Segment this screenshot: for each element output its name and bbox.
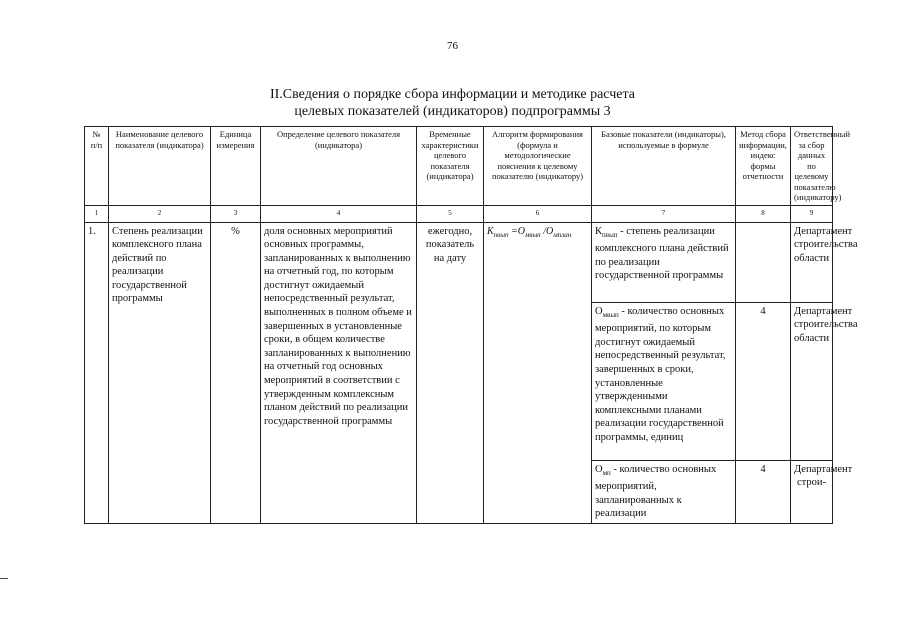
column-number: 7 bbox=[592, 205, 736, 222]
header-cell-num: № п/п bbox=[85, 127, 109, 206]
collection-method: 4 bbox=[736, 460, 791, 523]
header-cell-algorithm: Алгоритм формирования (формула и методологические пояснения к целевому показателю (индикатору) bbox=[484, 127, 592, 206]
section-title-line-2: целевых показателей (индикаторов) подпрограммы 3 bbox=[294, 104, 611, 119]
table-header-row bbox=[85, 127, 833, 206]
column-number: 9 bbox=[791, 205, 833, 222]
indicator-unit: % bbox=[211, 222, 261, 523]
header-cell-base-indicators: Базовые показатели (индикаторы), используемые в формуле bbox=[592, 127, 736, 206]
responsible-department: Департамент строи- bbox=[791, 460, 833, 523]
column-number: 1 bbox=[85, 205, 109, 222]
page-number: 76 bbox=[447, 40, 458, 52]
header-cell-responsible: Ответственный за сбор данных по целевому показателю (индикатору) bbox=[791, 127, 833, 206]
header-cell-unit: Единица измерения bbox=[211, 127, 261, 206]
table-row bbox=[85, 222, 833, 302]
responsible-department: Департамент строительства области bbox=[791, 302, 833, 460]
indicator-name: Степень реализации комплексного плана действий по реализации государственной программы bbox=[109, 222, 211, 523]
column-number: 8 bbox=[736, 205, 791, 222]
collection-method: 4 bbox=[736, 302, 791, 460]
header-cell-name: Наименование целевого показателя (индикатора) bbox=[109, 127, 211, 206]
formula: $K_{пвып} =O_{мвып}$ $/O_{мплан}$ bbox=[487, 225, 572, 239]
column-number: 4 bbox=[261, 205, 417, 222]
responsible-department: Департамент строительства области bbox=[791, 222, 833, 302]
indicator-definition: доля основных мероприятий основных программы, запланированных к выполнению на отчетный год, по которым достигнут ожидаемый непосредственный результат, выполненных в полном объеме и завершенных в установленные сроки, в общем количестве запланированных к выполнению на отчетный год основных мероприятий в соответствии с утвержденным комплексным планом действий по реализации государственной программы bbox=[261, 222, 417, 523]
indicator-table bbox=[84, 126, 858, 524]
column-number: 3 bbox=[211, 205, 261, 222]
column-number: 6 bbox=[484, 205, 592, 222]
row-number: 1. bbox=[85, 222, 109, 523]
collection-method bbox=[736, 222, 791, 302]
base-indicator-omp: $О_{мп}$ - количество основных мероприятий, запланированных к реализации bbox=[592, 460, 736, 523]
formula-cell bbox=[484, 222, 592, 523]
header-cell-definition: Определение целевого показателя (индикатора) bbox=[261, 127, 417, 206]
column-number-row bbox=[85, 205, 833, 222]
base-indicator-kpvyp: $К_{пвып}$ - степень реализации комплексного плана действий по реализации государственной программы bbox=[592, 222, 736, 302]
margin-mark bbox=[0, 578, 8, 579]
header-cell-method: Метод сбора информации, индекс формы отчетности bbox=[736, 127, 791, 206]
section-title bbox=[0, 86, 905, 120]
section-title-line-1: II.Сведения о порядке сбора информации и методике расчета bbox=[269, 87, 635, 102]
base-indicator-omvyp: $О_{мвып}$ - количество основных мероприятий, по которым достигнут ожидаемый непосредственный результат, завершенных в сроки, установленные утвержденными комплексными планами реализации государственной программы, единиц bbox=[592, 302, 736, 460]
time-characteristics: ежегодно, показатель на дату bbox=[417, 222, 484, 523]
header-cell-time: Временные характеристики целевого показателя (индикатора) bbox=[417, 127, 484, 206]
column-number: 5 bbox=[417, 205, 484, 222]
column-number: 2 bbox=[109, 205, 211, 222]
